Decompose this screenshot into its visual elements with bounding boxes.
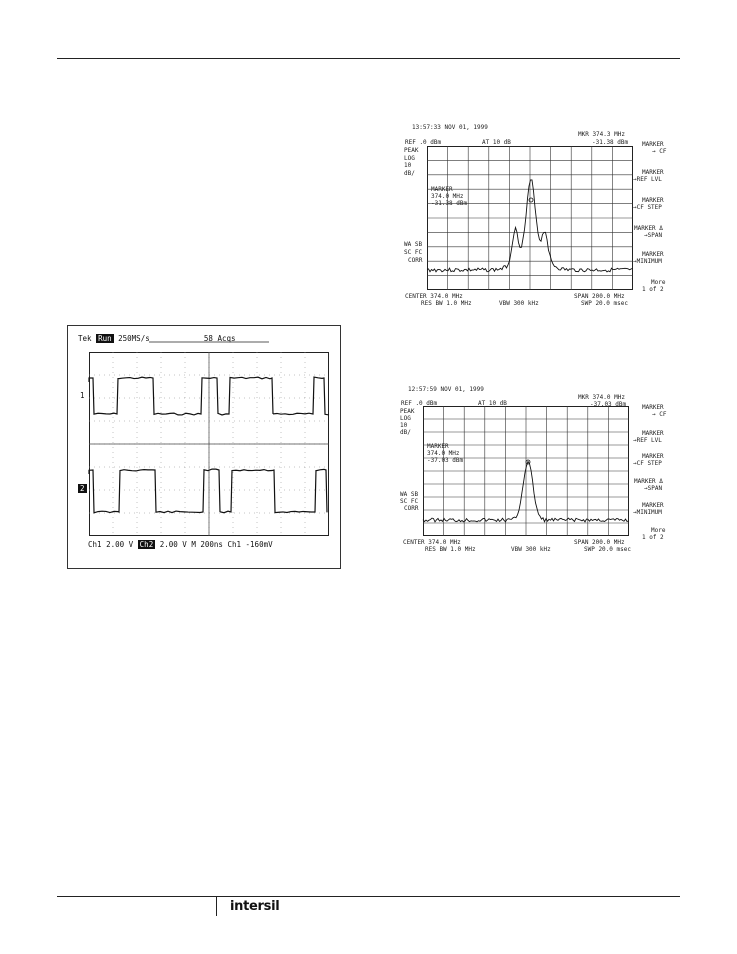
- sa-bottom-softkey-7: →SPAN: [644, 485, 663, 492]
- sa-bottom-softkey-8: MARKER: [642, 502, 664, 509]
- sa-bottom-softkey-5: →CF STEP: [633, 460, 662, 467]
- sa-bottom-mkr-level: -37.03 dBm: [590, 401, 627, 408]
- sa-top-softkey-1: → CF: [652, 148, 667, 155]
- sa-bottom-resbw: RES BW 1.0 MHz: [425, 546, 476, 553]
- footer-divider: [216, 896, 217, 916]
- sa-bottom-softkey-6: MARKER Δ: [634, 478, 663, 485]
- sa-top-vbw: VBW 300 kHz: [499, 300, 539, 307]
- sa-bottom-left-0: WA SB: [400, 491, 419, 498]
- sa-bottom-scale-1: LOG: [400, 415, 411, 422]
- ch2-trace: [89, 469, 327, 513]
- scope-acqs: 58 Acqs: [203, 334, 236, 343]
- sa-top-softkey-3: →REF LVL: [633, 176, 662, 183]
- sa-bottom-graticule: [423, 406, 629, 536]
- ch1-scale: 2.00 V: [106, 540, 134, 549]
- sa-top-left-2: CORR: [408, 257, 423, 264]
- sa-bottom-scale-2: 10: [400, 422, 408, 429]
- sa-top-softkey-2: MARKER: [642, 169, 664, 176]
- sa-bottom-mkr-freq: MKR 374.0 MHz: [578, 394, 625, 401]
- sa-top-scale-3: dB/: [404, 170, 415, 177]
- sa-top-scale-2: 10: [404, 162, 412, 169]
- sa-top-resbw: RES BW 1.0 MHz: [421, 300, 472, 307]
- sa-bottom-vbw: VBW 300 kHz: [511, 546, 551, 553]
- sa-bottom-softkey-2: MARKER: [642, 430, 664, 437]
- sa-bottom-scale-0: PEAK: [400, 408, 415, 415]
- sa-bottom-left-2: CORR: [404, 505, 419, 512]
- sa-bottom-softkey-9: →MINIMUM: [633, 509, 662, 516]
- sa-top-swp: SWP 20.0 msec: [581, 300, 628, 307]
- sa-top-timestamp: 13:57:33 NOV 01, 1999: [412, 124, 488, 131]
- sa-top-softkey-11: 1 of 2: [642, 286, 664, 293]
- sa-top-span: SPAN 200.0 MHz: [574, 293, 625, 300]
- sa-bottom-ref: REF .0 dBm: [401, 400, 438, 407]
- sa-bottom-softkey-0: MARKER: [642, 404, 664, 411]
- header-rule: [57, 58, 680, 59]
- sa-bottom-softkey-3: →REF LVL: [633, 437, 662, 444]
- scope-footer: [88, 540, 273, 549]
- scope-header: [78, 334, 236, 343]
- sa-bottom-swp: SWP 20.0 msec: [584, 546, 631, 553]
- scope-mode: Run: [98, 334, 112, 343]
- ch2-scale: 2.00 V: [159, 540, 187, 549]
- sa-top-softkey-5: →CF STEP: [633, 204, 662, 211]
- ch1-label: Ch1: [88, 540, 102, 549]
- sa-bottom-scale-3: dB/: [400, 429, 411, 436]
- sa-bottom-marker-0: MARKER: [427, 443, 449, 450]
- trigger-source: Ch1: [227, 540, 242, 549]
- sa-bottom-softkey-11: 1 of 2: [642, 534, 664, 541]
- sa-bottom-softkey-10: More: [651, 527, 666, 534]
- scope-brand: Tek: [78, 334, 92, 343]
- sa-bottom-marker-2: -37.03 dBm: [427, 457, 464, 464]
- sa-top-left-0: WA SB: [404, 241, 423, 248]
- sa-bottom-timestamp: 12:57:59 NOV 01, 1999: [408, 386, 484, 393]
- sa-top-marker-2: -31.38 dBm: [431, 200, 468, 207]
- sa-top-marker-1: 374.0 MHz: [431, 193, 464, 200]
- sa-top-scale-0: PEAK: [404, 147, 419, 154]
- sa-top-softkey-10: More: [651, 279, 666, 286]
- scope-rate: 250MS/s: [118, 334, 150, 343]
- sa-top-marker-dot: [529, 198, 533, 202]
- sa-top-softkey-9: →MINIMUM: [633, 258, 662, 265]
- ch2-ground-marker: 2: [80, 484, 85, 493]
- sa-top-softkey-6: MARKER Δ: [634, 225, 663, 232]
- sa-bottom-softkey-1: → CF: [652, 411, 667, 418]
- sa-top-mkr-level: -31.38 dBm: [592, 139, 629, 146]
- sa-top-ref: REF .0 dBm: [405, 139, 442, 146]
- sa-top-softkey-4: MARKER: [642, 197, 664, 204]
- sa-top-softkey-7: →SPAN: [644, 232, 663, 239]
- sa-top-graticule: [427, 146, 633, 290]
- scope-graticule: [89, 352, 329, 536]
- sa-bottom-marker-1: 374.0 MHz: [427, 450, 460, 457]
- sa-top-left-1: SC FC: [404, 249, 423, 256]
- intersil-logo: intersil: [230, 899, 280, 914]
- ch2-label: Ch2: [139, 540, 154, 549]
- sa-bottom-atten: AT 10 dB: [478, 400, 507, 407]
- sa-top-atten: AT 10 dB: [482, 139, 511, 146]
- sa-bottom-softkey-4: MARKER: [642, 453, 664, 460]
- sa-top-scale-1: LOG: [404, 155, 415, 162]
- sa-top-center: CENTER 374.0 MHz: [405, 293, 463, 300]
- trigger-level: -160mV: [245, 540, 273, 549]
- sa-top-marker-0: MARKER: [431, 186, 453, 193]
- sa-top-mkr-freq: MKR 374.3 MHz: [578, 131, 625, 138]
- sa-bottom-center: CENTER 374.0 MHz: [403, 539, 461, 546]
- sa-top-softkey-0: MARKER: [642, 141, 664, 148]
- sa-bottom-left-1: SC FC: [400, 498, 419, 505]
- footer-rule: [57, 896, 680, 897]
- ch1-ground-marker: 1: [80, 391, 85, 400]
- timebase: M 200ns: [191, 540, 223, 549]
- sa-bottom-span: SPAN 200.0 MHz: [574, 539, 625, 546]
- sa-top-softkey-8: MARKER: [642, 251, 664, 258]
